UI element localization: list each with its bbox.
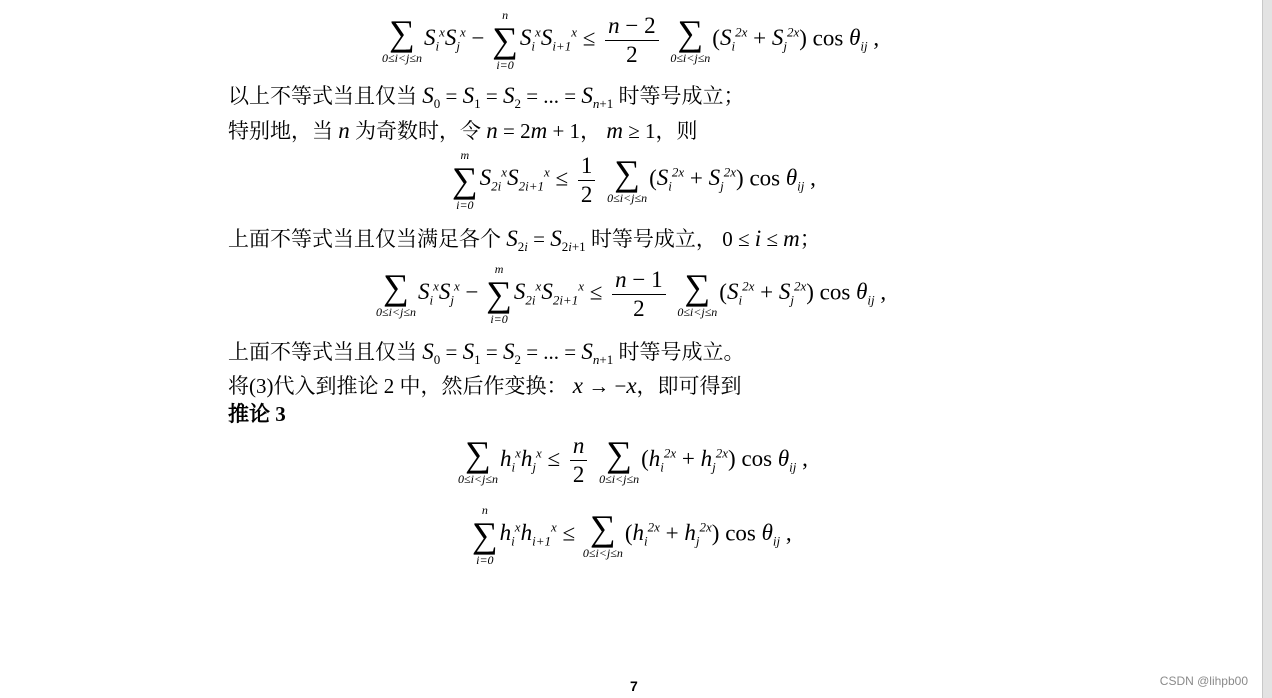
watermark: CSDN @lihpb00 <box>1159 674 1248 688</box>
page-number: 7 <box>630 678 638 694</box>
text-line-4: 上面不等式当且仅当 $S_0 = S_1 = S_2$ = ... = $S_{n+1}$ 时等号成立。 <box>228 339 745 368</box>
section-heading: 推论 3 <box>228 402 286 426</box>
text-line-2: 特别地，当 n 为奇数时，令 n = 2m + 1， m ≥ 1，则 <box>228 118 698 143</box>
text-line-3: 上面不等式当且仅当满足各个 $S_{2i} = S_{2i+1}$ 时等号成立， 0 ≤ i ≤ m； <box>228 226 821 255</box>
equation-5: n ∑ i=0 $h_i^xh_{i+1}^x$ ≤ ∑ 0≤i<j≤n $(h_i^{2x} + h_j^{2x})$ $\cos \theta_{ij}$ , <box>472 503 792 567</box>
equation-2: m ∑ i=0 $S_{2i}^xS_{2i+1}^x$ ≤ $\frac{1}{2}$ ∑ 0≤i<j≤n $(S_i^{2x} + S_j^{2x})$ $\cos \theta_{ij}$ , <box>452 148 816 212</box>
page-edge-scrollbar <box>1262 0 1272 698</box>
text-line-1: 以上不等式当且仅当 $S_0 = S_1 = S_2$ = ... = $S_{n+1}$ 时等号成立； <box>228 83 745 112</box>
equation-4: ∑ 0≤i<j≤n $h_i^xh_j^x$ ≤ $\frac{n}{2}$ ∑ 0≤i<j≤n $(h_i^{2x} + h_j^{2x})$ $\cos \theta_{ij}$ , <box>458 433 808 487</box>
equation-1: ∑ 0≤i<j≤n $S_i^xS_j^x$ − n ∑ i=0 $S_i^xS_{i+1}^x$ ≤ $\frac{n - 2}{2}$ ∑ 0≤i<j≤n $(S_i^{2x} + S_j^{2x})$ $\cos \theta_{ij}$ , <box>382 8 880 72</box>
equation-3: ∑ 0≤i<j≤n $S_i^xS_j^x$ − m ∑ i=0 $S_{2i}^xS_{2i+1}^x$ ≤ $\frac{n - 1}{2}$ ∑ 0≤i<j≤n $(S_i^{2x} + S_j^{2x})$ $\cos \theta_{ij}$ , <box>376 262 887 326</box>
text-line-5: 将(3)代入到推论 2 中，然后作变换： x → −x，即可得到 <box>228 373 742 398</box>
